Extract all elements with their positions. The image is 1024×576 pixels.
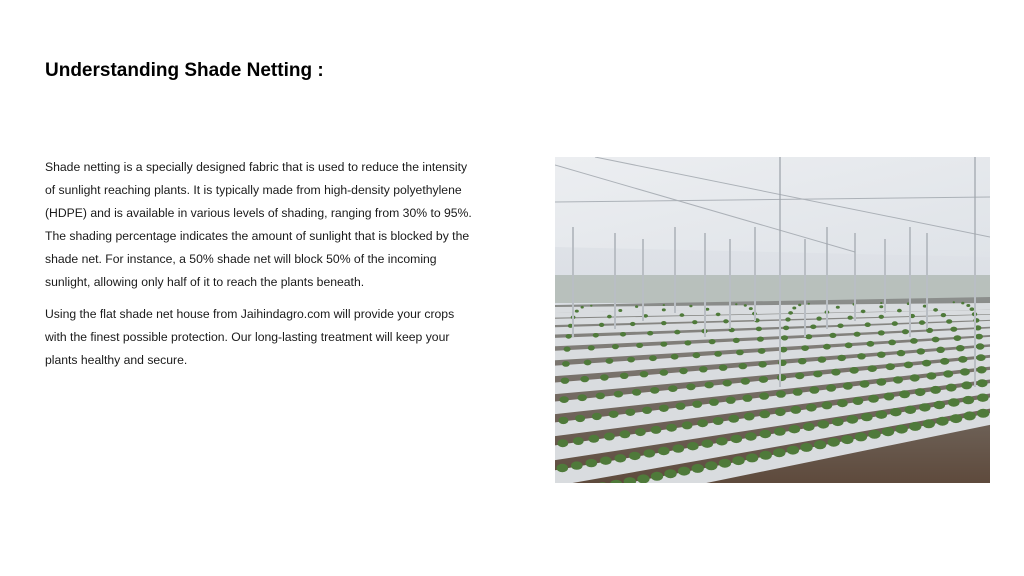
plant bbox=[880, 302, 882, 304]
plant bbox=[854, 332, 861, 337]
plant bbox=[719, 365, 728, 371]
plant bbox=[816, 317, 821, 321]
plant bbox=[884, 393, 895, 401]
plant bbox=[855, 432, 867, 441]
plant bbox=[689, 305, 692, 308]
plant bbox=[899, 390, 910, 398]
plant bbox=[785, 317, 790, 321]
plant bbox=[805, 334, 812, 339]
plant bbox=[590, 305, 592, 307]
plant bbox=[732, 456, 744, 465]
plant bbox=[893, 376, 903, 383]
plant bbox=[674, 330, 680, 335]
plant bbox=[963, 396, 975, 404]
plant bbox=[586, 459, 598, 467]
plant bbox=[853, 397, 864, 405]
plant bbox=[625, 409, 635, 416]
plant bbox=[777, 374, 786, 381]
plant bbox=[868, 395, 879, 403]
plant bbox=[934, 401, 946, 409]
plant bbox=[644, 449, 656, 457]
plant bbox=[676, 403, 686, 410]
plant bbox=[936, 417, 948, 426]
plant bbox=[837, 399, 848, 407]
plant bbox=[746, 453, 758, 462]
plant bbox=[709, 399, 719, 406]
plant bbox=[716, 437, 728, 445]
plant bbox=[612, 344, 619, 349]
plant bbox=[615, 454, 627, 462]
plant bbox=[961, 381, 972, 389]
plant bbox=[790, 406, 801, 414]
plant bbox=[919, 403, 931, 411]
plant bbox=[630, 322, 635, 326]
plant bbox=[886, 363, 895, 370]
plant bbox=[798, 358, 807, 364]
plant bbox=[684, 340, 691, 345]
plant bbox=[826, 384, 836, 391]
plant bbox=[922, 360, 931, 367]
plant bbox=[798, 304, 801, 307]
plant bbox=[558, 417, 568, 424]
plant bbox=[719, 459, 731, 468]
plant bbox=[640, 371, 649, 377]
plant bbox=[868, 430, 880, 439]
plant bbox=[970, 307, 975, 311]
plant bbox=[686, 383, 695, 390]
plant bbox=[828, 438, 840, 447]
plant bbox=[600, 374, 609, 380]
plant bbox=[679, 368, 688, 374]
plant bbox=[861, 310, 866, 314]
plant bbox=[789, 425, 801, 433]
plant bbox=[604, 433, 615, 441]
plant bbox=[946, 384, 957, 392]
plant bbox=[814, 440, 826, 449]
plant bbox=[946, 319, 952, 324]
body-text bbox=[45, 156, 477, 381]
plant bbox=[620, 332, 626, 337]
plant bbox=[961, 302, 964, 305]
plant bbox=[868, 365, 877, 372]
plant bbox=[977, 394, 989, 402]
plant bbox=[808, 303, 810, 305]
plant bbox=[697, 419, 708, 427]
plant bbox=[564, 347, 571, 352]
plant bbox=[692, 464, 704, 473]
plant bbox=[822, 401, 833, 409]
plant bbox=[954, 335, 962, 341]
plant bbox=[614, 391, 623, 398]
plant bbox=[664, 469, 676, 478]
plant bbox=[678, 467, 690, 476]
plant bbox=[917, 348, 926, 354]
plant bbox=[744, 304, 747, 307]
plant bbox=[977, 379, 988, 387]
plant bbox=[892, 321, 898, 326]
plant bbox=[757, 337, 764, 342]
plant bbox=[902, 329, 909, 334]
plant bbox=[673, 444, 685, 452]
plant bbox=[600, 457, 612, 465]
plant bbox=[888, 340, 896, 346]
plant bbox=[682, 421, 693, 429]
plant bbox=[739, 363, 748, 369]
plant bbox=[692, 320, 697, 324]
plant bbox=[836, 306, 840, 309]
plant bbox=[904, 362, 913, 369]
plant bbox=[801, 345, 809, 351]
plant bbox=[976, 354, 985, 361]
plant bbox=[832, 418, 844, 426]
plant bbox=[923, 419, 935, 428]
plant bbox=[581, 306, 584, 309]
plant bbox=[879, 305, 883, 308]
plant bbox=[810, 325, 816, 330]
plant bbox=[958, 356, 967, 363]
plant bbox=[966, 304, 970, 307]
plant bbox=[953, 301, 955, 303]
plant bbox=[837, 324, 843, 329]
plant bbox=[666, 424, 677, 432]
plant bbox=[559, 396, 568, 403]
plant bbox=[760, 430, 772, 438]
plant bbox=[728, 415, 739, 423]
plant bbox=[829, 333, 836, 338]
plant bbox=[557, 439, 568, 447]
plant bbox=[661, 321, 666, 325]
plant bbox=[857, 353, 866, 359]
plant bbox=[895, 425, 907, 434]
plant bbox=[571, 461, 583, 469]
paragraph-intro: Shade netting is a specially designed fabric that is used to reduce the intensity of sunlight reaching plants. It is typically made from high-density polyethylene (HDPE) and is available in various levels of shading, ranging from 30% to 95%. The shading percentage indicates the amount of sunlight that is blocked by the shade net. For instance, a 50% shade net will block 50% of the incoming sunlight, allowing only half of it to reach the plants beneath. bbox=[45, 160, 472, 289]
plant bbox=[865, 322, 871, 327]
plant bbox=[941, 313, 946, 317]
plant bbox=[693, 352, 701, 358]
plant bbox=[956, 345, 965, 351]
plant bbox=[741, 378, 750, 385]
plant bbox=[876, 378, 886, 385]
plant bbox=[635, 428, 646, 436]
plant bbox=[977, 366, 987, 373]
paragraph-promo: Using the flat shade net house from Jaihindagro.com will provide your crops with the finest possible protection. Our long-lasting treatment will keep your plants healthy and secure. bbox=[45, 307, 455, 367]
plant bbox=[557, 464, 569, 472]
plant bbox=[650, 387, 659, 394]
plant bbox=[651, 426, 662, 434]
plant bbox=[915, 388, 926, 396]
plant bbox=[663, 304, 665, 306]
plant bbox=[813, 371, 822, 378]
plant bbox=[609, 411, 619, 418]
plant bbox=[731, 435, 743, 443]
plant bbox=[704, 382, 713, 389]
plant bbox=[943, 370, 953, 377]
plant bbox=[736, 350, 744, 356]
plant bbox=[662, 308, 666, 311]
plant bbox=[658, 447, 670, 455]
plant bbox=[950, 414, 962, 423]
plant bbox=[716, 313, 721, 317]
plant bbox=[744, 413, 755, 421]
plant bbox=[632, 389, 641, 396]
plant bbox=[775, 408, 786, 416]
plant bbox=[933, 308, 938, 312]
plant bbox=[647, 331, 653, 336]
plant bbox=[759, 410, 770, 418]
plant bbox=[659, 405, 669, 412]
plant bbox=[705, 461, 717, 470]
plant bbox=[809, 386, 819, 393]
shade-net-photo-illustration bbox=[555, 157, 990, 483]
plant bbox=[606, 358, 614, 364]
plant bbox=[897, 350, 906, 356]
plant bbox=[588, 345, 595, 350]
plant bbox=[758, 361, 767, 367]
plant bbox=[651, 472, 663, 481]
plant bbox=[692, 401, 702, 408]
plant bbox=[660, 342, 667, 347]
plant bbox=[733, 338, 740, 343]
plant bbox=[976, 343, 985, 349]
plant bbox=[818, 356, 827, 362]
plant bbox=[759, 392, 769, 399]
plant bbox=[849, 367, 858, 374]
plant bbox=[774, 427, 786, 435]
plant bbox=[759, 376, 768, 383]
plant bbox=[726, 397, 736, 404]
plant bbox=[960, 368, 970, 375]
plant bbox=[847, 415, 859, 423]
plant bbox=[671, 354, 679, 360]
plant bbox=[845, 342, 853, 348]
plant bbox=[588, 435, 599, 443]
plant bbox=[837, 355, 846, 361]
plant bbox=[584, 360, 592, 366]
plant bbox=[758, 348, 766, 354]
plant bbox=[629, 452, 641, 460]
plant bbox=[636, 343, 643, 348]
plant bbox=[783, 326, 789, 331]
plant bbox=[745, 432, 757, 440]
plant bbox=[926, 372, 936, 379]
plant bbox=[599, 323, 604, 327]
plant bbox=[714, 351, 722, 357]
plant bbox=[723, 380, 732, 387]
plant bbox=[578, 394, 587, 401]
plant bbox=[592, 413, 602, 420]
plant bbox=[823, 344, 831, 350]
plant bbox=[702, 440, 714, 448]
plant bbox=[575, 310, 579, 313]
plant bbox=[963, 411, 975, 420]
plant bbox=[723, 319, 728, 323]
plant bbox=[905, 406, 917, 414]
plant bbox=[793, 388, 803, 395]
plant bbox=[687, 442, 699, 450]
plant bbox=[637, 474, 649, 483]
plant bbox=[975, 334, 983, 340]
plant bbox=[848, 316, 853, 320]
plant bbox=[642, 407, 652, 414]
plant bbox=[803, 423, 815, 431]
plant bbox=[948, 398, 960, 406]
plant bbox=[909, 422, 921, 431]
plant bbox=[781, 335, 788, 340]
plant bbox=[950, 327, 957, 332]
plant bbox=[876, 411, 888, 419]
slide-title: Understanding Shade Netting : bbox=[45, 60, 324, 81]
plant bbox=[562, 361, 570, 367]
plant bbox=[877, 352, 886, 358]
plant bbox=[756, 327, 762, 332]
plant bbox=[699, 366, 708, 372]
plant bbox=[649, 355, 657, 361]
plant bbox=[660, 369, 669, 375]
plant bbox=[910, 338, 918, 344]
plant bbox=[930, 386, 941, 394]
plant bbox=[841, 435, 853, 444]
plant bbox=[932, 337, 940, 343]
plant bbox=[627, 357, 635, 363]
plant bbox=[618, 309, 622, 312]
plant bbox=[607, 315, 612, 319]
plant bbox=[575, 415, 585, 422]
plant bbox=[843, 382, 853, 389]
plant bbox=[919, 320, 925, 325]
plant bbox=[773, 448, 785, 457]
plant bbox=[879, 315, 884, 319]
plant bbox=[566, 334, 572, 339]
plant bbox=[709, 339, 716, 344]
plant bbox=[620, 430, 631, 438]
plant bbox=[977, 409, 989, 418]
plant bbox=[882, 427, 894, 436]
plant bbox=[831, 369, 840, 376]
plant bbox=[760, 451, 772, 460]
plant bbox=[936, 347, 945, 353]
plant bbox=[776, 390, 786, 397]
plant bbox=[620, 373, 629, 379]
plant bbox=[735, 303, 737, 305]
plant bbox=[580, 376, 589, 382]
plant bbox=[749, 307, 753, 310]
plant bbox=[800, 443, 812, 452]
plant bbox=[806, 404, 817, 412]
plant bbox=[910, 374, 920, 381]
plant bbox=[788, 311, 793, 315]
plant bbox=[668, 385, 677, 392]
plant bbox=[680, 313, 685, 317]
plant bbox=[573, 437, 584, 445]
plant bbox=[596, 393, 605, 400]
plant bbox=[940, 358, 949, 365]
plant bbox=[867, 341, 875, 347]
plant bbox=[787, 446, 799, 455]
plant bbox=[818, 420, 830, 428]
plant bbox=[635, 305, 638, 308]
plant bbox=[861, 413, 873, 421]
plant bbox=[561, 378, 570, 384]
plant bbox=[593, 333, 599, 338]
plant bbox=[878, 330, 885, 335]
plant bbox=[890, 408, 902, 416]
plant bbox=[795, 373, 804, 380]
plant bbox=[713, 417, 724, 425]
plant bbox=[860, 380, 870, 387]
plant bbox=[742, 395, 752, 402]
shade-net-house-photo bbox=[555, 157, 990, 483]
plant bbox=[792, 307, 796, 310]
plant bbox=[897, 309, 902, 313]
